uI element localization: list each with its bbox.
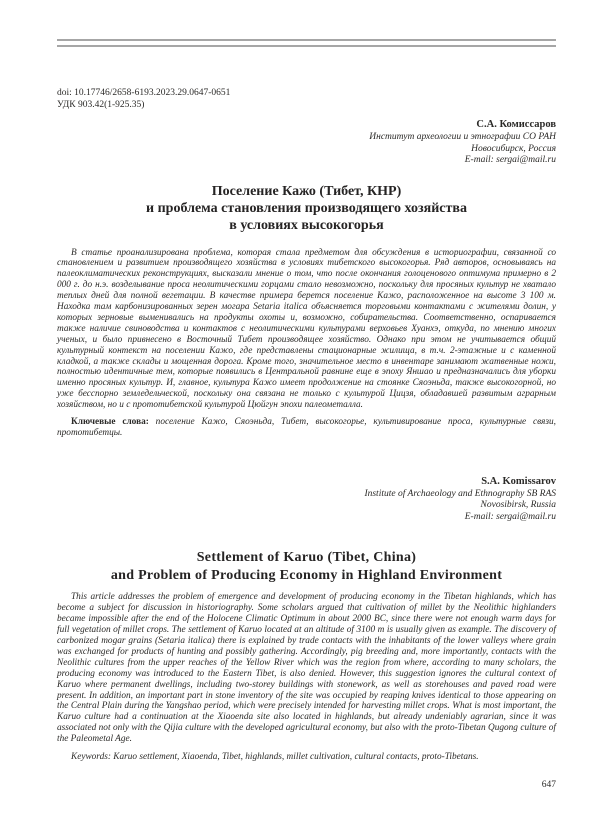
affiliation-line: Новосибирск, Россия (471, 143, 556, 154)
affiliation-line-email: E-mail: sergai@mail.ru (464, 155, 556, 165)
title-line: Поселение Кажо (Тибет, КНР) (211, 183, 402, 199)
title-line: в условиях высокогорья (229, 217, 384, 233)
keywords-en (57, 752, 556, 763)
keywords-label-en: Keywords: (71, 752, 111, 763)
author-name-en: S.A. Komissarov (481, 475, 556, 487)
keywords-ru (57, 417, 556, 439)
header-rule-bottom (57, 45, 556, 47)
affiliation-ru (57, 132, 556, 167)
abstract-en: This article addresses the problem of emergence and development of producing economy in the Tibetan highlands, which has become a subject for discussion in historiography. Some scholars argued that cultivation of millet by the Neolithic highlanders became impossible after the end of the Holocene Climatic Optimum in about 2000 BC, since there were not enough warm days for full vegetation of millet crops. The settlement of Karuo located at an altitude of 3100 m is usually given as example. The discovery of carbonized mogar grains (Setaria italica) there is explained by trade contacts with the inhabitants of the lower valleys where grain was exchanged for products of hunting and possibly gathering. Accordingly, pig breeding and, more importantly, contacts with the Neolithic cultures from the upper reaches of the Yellow River which was the region from where, according to many scholars, the producing economy was introduced to the Eastern Tibet, is also denied. However, this suggestion ignores the cultural context of Karuo where permanent dwellings, including two-storey buildings with stonework, as well as storehouses and paved road were present. In addition, an important part in stone inventory of the site was occupied by reaping knives identical to those appearing on the Central Plain during the Yangshao period, which were precisely intended for harvesting millet crops. What is most important, the Karuo culture had a continuation at the Xiaoenda site also located in highlands, but already undeniably agrarian, since it was associated not only with the Qijia culture with the developed agricultural economy, but also with the proto-Tibetan Qugong culture of the Paleometal Age. (57, 592, 556, 745)
affiliation-line-email: E-mail: sergai@mail.ru (464, 511, 556, 522)
affiliation-line: Институт археологии и этнографии СО РАН (369, 132, 556, 142)
author-block-ru (57, 118, 556, 167)
affiliation-line: Institute of Archaeology and Ethnography SB RAS (364, 488, 556, 499)
header-rule-top (57, 39, 556, 41)
title-line: and Problem of Producing Economy in Highland Environment (110, 567, 503, 583)
article-title-ru (57, 183, 556, 234)
article-title-en (57, 549, 556, 584)
keywords-label-ru: Ключевые слова: (71, 417, 149, 428)
affiliation-en (57, 489, 556, 524)
doi-line: doi: 10.17746/2658-6193.2023.29.0647-0651 (57, 88, 231, 98)
keywords-text-en: Karuo settlement, Xiaoenda, Tibet, highlands, millet cultivation, cultural contacts, proto-Tibetans. (110, 752, 479, 763)
keywords-text-ru: поселение Кажо, Сяоэньда, Тибет, высокогорье, культивирование проса, культурные связи, прототибетцы. (57, 417, 556, 438)
affiliation-line: Novosibirsk, Russia (480, 500, 556, 511)
title-line: и проблема становления производящего хозяйства (146, 200, 467, 216)
abstract-ru: В статье проанализирована проблема, которая стала предметом для обсуждения в историографии, связанной со становлением и развитием производящего хозяйства в условиях тибетского высокогорья. Ряд авторов, основываясь на палеоклиматических реконструкциях, высказали мнение о том, что после окончания голоценового оптимума примерно в 2 000 г. до н.э. возделывание проса неолитическими горцами стало невозможно, поскольку для просяных культур не хватало теплых дней для полной вегетации. В качестве примера берется поселение Кажо, расположенное на высоте 3 100 м. Находка там карбонизированных зерен могара Setaria italica объясняется торговыми контактами с жителями долин, у которых зерновые выменивались на продукты охоты и, возможно, собирательства. Соответственно, оспаривается также наличие свиноводства и контактов с неолитическими культурами верховьев Хуанхэ, откуда, по мнению многих ученых, и было привнесено в Восточный Тибет производящее хозяйство. Однако при этом не учитывается общий культурный контекст на поселении Кажо, где представлены стационарные жилища, в т.ч. 2-этажные и с каменной кладкой, а также склады и мощенная дорога. Кроме того, значительное место в инвентаре занимают жатвенные ножи, полностью идентичные тем, которые появились в Центральной равнине еще в эпоху Яншао и предназначались для уборки именно просяных культур. И, главное, культура Кажо имеет продолжение на стоянке Сяоэньда, также высокогорной, но уже бесспорно земледельческой, поскольку она связана не только с культурой Цицзя, обладавшей развитым аграрным хозяйством, но и с прототибетской культурой Цюйгун эпохи палеометалла. (57, 247, 556, 411)
author-block-en (57, 475, 556, 524)
page-number: 647 (541, 780, 556, 790)
title-line: Settlement of Karuo (Tibet, China) (196, 550, 417, 566)
udc-line: УДК 903.42(1-925.35) (57, 100, 145, 110)
article-meta (57, 87, 556, 111)
author-name-ru: С.А. Комиссаров (476, 119, 556, 130)
